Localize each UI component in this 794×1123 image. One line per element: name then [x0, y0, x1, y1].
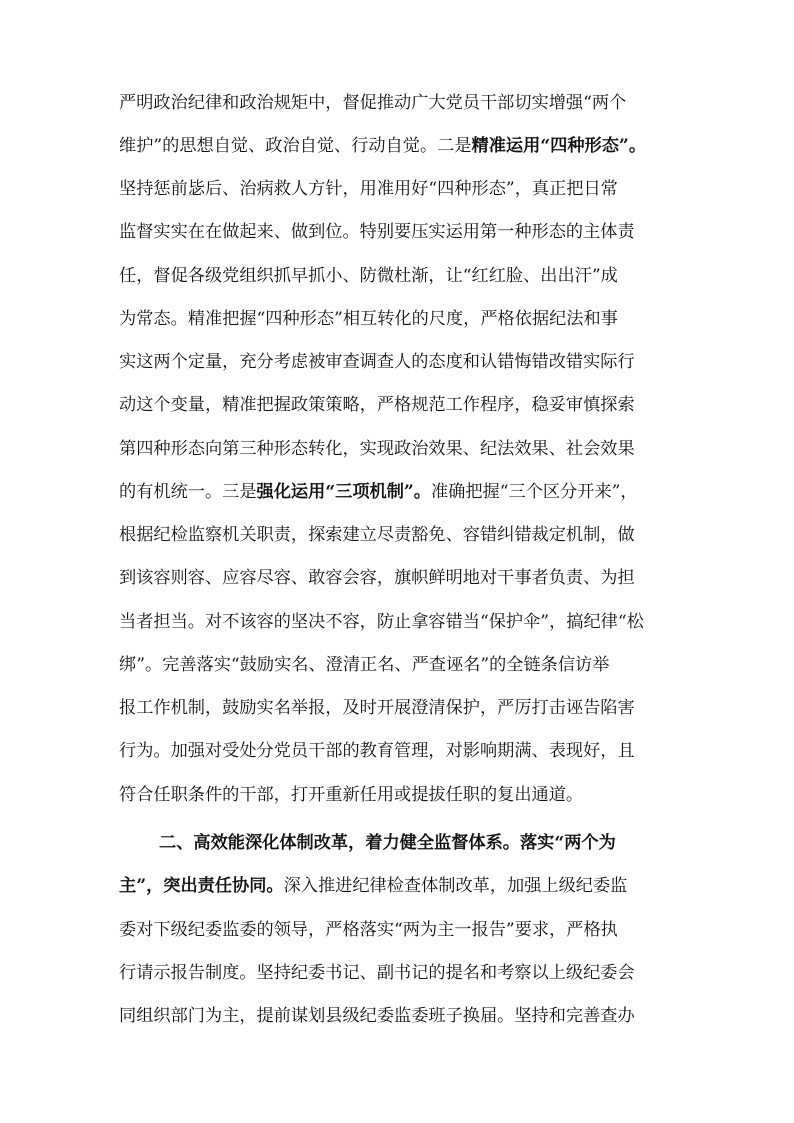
text-segment: 到该容则容、应容尽容、敢容会容，旗帜鲜明地对干事者负责、为担 [119, 568, 635, 588]
text-segment: 坚持惩前毖后、治病救人方针，用准用好“四种形态”，真正把日常 [119, 179, 618, 199]
text-line [119, 347, 679, 377]
bold-text-segment: 精准运用“四种形态”。 [471, 136, 647, 156]
text-segment: 严明政治纪律和政治规矩中，督促推动广大党员干部切实增强“两个 [119, 93, 627, 113]
bold-text-segment: 二、高效能深化体制改革，着力健全监督体系。落实“两个为 [159, 833, 616, 853]
text-segment: 深入推进纪律检查体制改革，加强上级纪委监 [283, 876, 628, 896]
text-segment: 维护”的思想自觉、政治自觉、行动自觉。二是 [119, 136, 472, 156]
text-line [119, 871, 679, 901]
text-line [119, 650, 679, 680]
text-line [119, 261, 679, 291]
text-segment: 行请示报告制度。坚持纪委书记、副书记的提名和考察以上级纪委会 [119, 963, 635, 983]
text-line [119, 434, 679, 464]
text-segment: 监督实实在在做起来、做到位。特别要压实运用第一种形态的主体责 [119, 222, 635, 242]
text-line [119, 1001, 679, 1031]
bold-text-segment: 主”，突出责任协同。 [119, 876, 284, 896]
text-segment: 任，督促各级党组织抓早抓小、防微杜渐，让“红红脸、出出汗”成 [119, 266, 618, 286]
text-segment: 第四种形态向第三种形态转化，实现政治效果、纪法效果、社会效果 [119, 439, 635, 459]
text-line [119, 217, 679, 247]
text-segment: 的有机统一。三是 [119, 482, 257, 502]
text-segment: 绑”。完善落实“鼓励实名、澄清正名、严查诬名”的全链条信访举 [119, 655, 610, 675]
text-segment: 符合任职条件的干部，打开重新任用或提拔任职的复出通道。 [119, 785, 584, 805]
text-segment: 报工作机制，鼓励实名举报，及时开展澄清保护，严厉打击诬告陷害 [119, 698, 635, 718]
text-segment: 同组织部门为主，提前谋划县级纪委监委班子换届。坚持和完善查办 [119, 1006, 635, 1026]
text-line [119, 563, 679, 593]
text-line [119, 88, 679, 118]
text-line [119, 131, 679, 161]
text-segment: 根据纪检监察机关职责，探索建立尽责豁免、容错纠错裁定机制，做 [119, 525, 635, 545]
text-line [159, 828, 679, 858]
text-segment: 准确把握“三个区分开来”， [430, 482, 638, 502]
text-line [119, 607, 679, 637]
text-segment: 委对下级纪委监委的领导，严格落实“两为主一报告”要求，严格执 [119, 920, 618, 940]
text-line [119, 304, 679, 334]
text-line [119, 958, 679, 988]
text-line [119, 174, 679, 204]
text-line [119, 780, 679, 810]
bold-text-segment: 强化运用“三项机制”。 [256, 482, 431, 502]
text-line [119, 390, 679, 420]
text-line [119, 915, 679, 945]
text-line [119, 520, 679, 550]
text-line [119, 693, 679, 723]
text-segment: 为常态。精准把握“四种形态”相互转化的尺度，严格依据纪法和事 [119, 309, 618, 329]
text-line [119, 477, 679, 507]
text-segment: 行为。加强对受处分党员干部的教育管理，对影响期满、表现好，且 [119, 741, 635, 761]
text-segment: 动这个变量，精准把握政策策略，严格规范工作程序，稳妥审慎探索 [119, 395, 635, 415]
text-line [119, 736, 679, 766]
text-segment: 实这两个定量，充分考虑被审查调查人的态度和认错悔错改错实际行 [119, 352, 635, 372]
text-segment: 当者担当。对不该容的坚决不容，防止拿容错当“保护伞”，搞纪律“松 [119, 612, 644, 632]
